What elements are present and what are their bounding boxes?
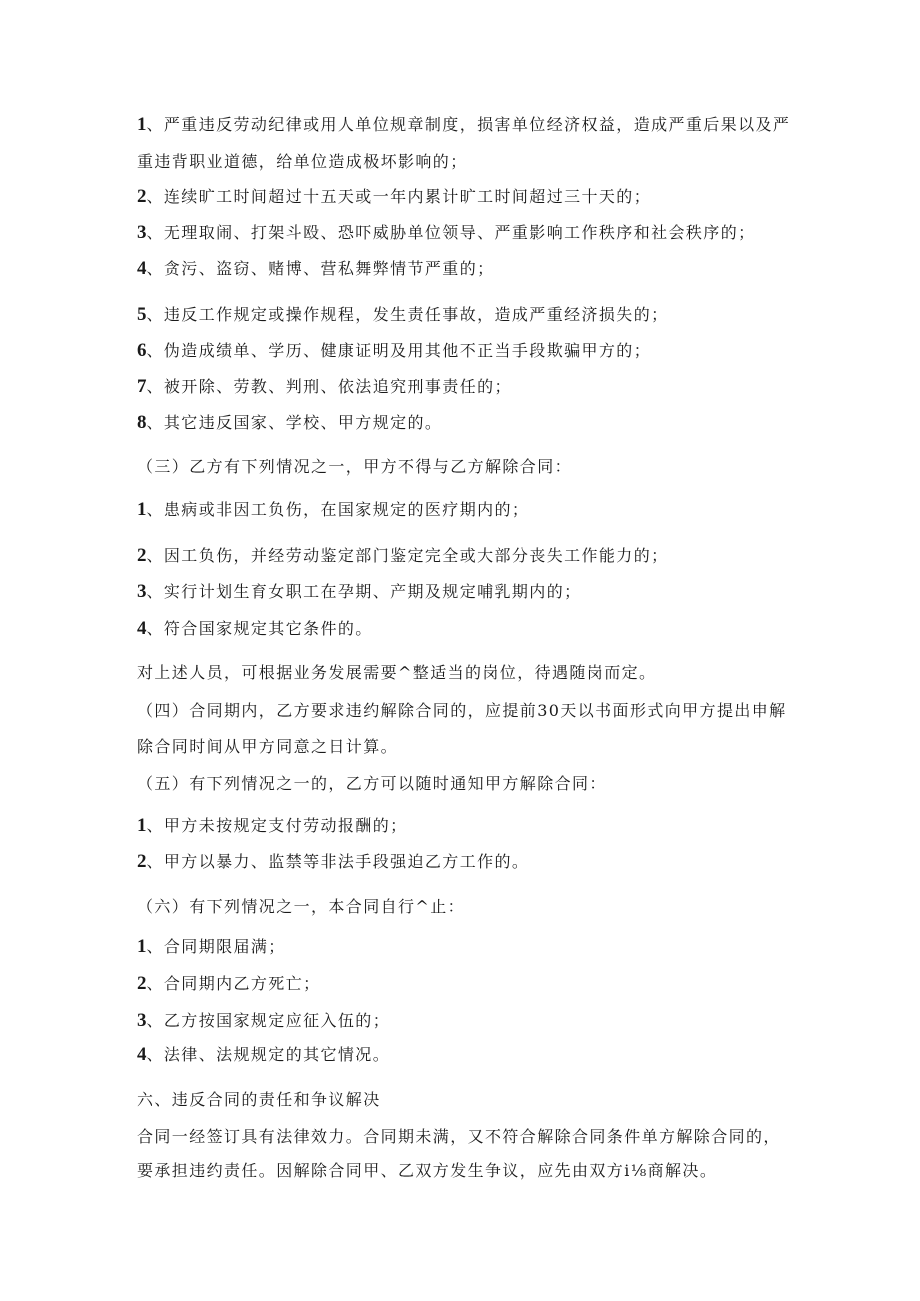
text-line: 1、甲方未按规定支付劳动报酬的； xyxy=(137,815,408,836)
list-number: 1 xyxy=(137,499,147,520)
list-number: 4 xyxy=(137,618,147,639)
list-number: 2 xyxy=(137,545,147,566)
list-number: 2 xyxy=(137,973,147,994)
text-line: （四）合同期内，乙方要求违约解除合同的，应提前30天以书面形式向甲方提出申解 xyxy=(137,701,787,720)
text-line: （五）有下列情况之一的，乙方可以随时通知甲方解除合同： xyxy=(137,774,607,793)
text-line: 2、因工负伤，并经劳动鉴定部门鉴定完全或大部分丧失工作能力的； xyxy=(137,545,669,566)
text-line: 对上述人员，可根据业务发展需要^整适当的岗位，待遇随岗而定。 xyxy=(137,663,657,682)
list-number: 3 xyxy=(137,1010,147,1031)
list-number: 6 xyxy=(137,340,147,361)
list-number: 3 xyxy=(137,581,147,602)
list-number: 8 xyxy=(137,412,147,433)
text-line: 2、甲方以暴力、监禁等非法手段强迫乙方工作的。 xyxy=(137,851,530,872)
text-line: 要承担违约责任。因解除合同甲、乙双方发生争议，应先由双方i⅛商解决。 xyxy=(137,1161,718,1180)
list-number: 2 xyxy=(137,186,147,207)
list-number: 7 xyxy=(137,376,147,397)
text-line: 8、其它违反国家、学校、甲方规定的。 xyxy=(137,412,443,433)
text-line: 合同一经签订具有法律效力。合同期未满，又不符合解除合同条件单方解除合同的， xyxy=(137,1127,781,1146)
text-line: 4、符合国家规定其它条件的。 xyxy=(137,618,373,639)
text-line: 六、违反合同的责任和争议解决 xyxy=(137,1090,381,1109)
text-line: 2、连续旷工时间超过十五天或一年内累计旷工时间超过三十天的； xyxy=(137,186,652,207)
list-number: 1 xyxy=(137,815,147,836)
text-line: 重违背职业道德，给单位造成极坏影响的； xyxy=(137,152,468,171)
text-line: 4、法律、法规规定的其它情况。 xyxy=(137,1044,391,1065)
text-line: 6、伪造成绩单、学历、健康证明及用其他不正当手段欺骗甲方的； xyxy=(137,340,652,361)
text-line: 5、违反工作规定或操作规程，发生责任事故，造成严重经济损失的； xyxy=(137,304,669,325)
text-line: 1、合同期限届满； xyxy=(137,936,286,957)
text-line: （六）有下列情况之一，本合同自行^止： xyxy=(137,897,466,916)
text-line: 2、合同期内乙方死亡； xyxy=(137,973,321,994)
list-number: 1 xyxy=(137,114,147,135)
text-line: 4、贪污、盗窃、赌博、营私舞弊情节严重的； xyxy=(137,258,495,279)
text-line: 3、实行计划生育女职工在孕期、产期及规定哺乳期内的； xyxy=(137,581,582,602)
text-line: （三）乙方有下列情况之一，甲方不得与乙方解除合同： xyxy=(137,457,573,476)
text-line: 3、无理取闹、打架斗殴、恐吓威胁单位领导、严重影响工作秩序和社会秩序的； xyxy=(137,222,756,243)
list-number: 1 xyxy=(137,936,147,957)
text-line: 7、被开除、劳教、判刑、依法追究刑事责任的； xyxy=(137,376,512,397)
text-line: 1、患病或非因工负伤，在国家规定的医疗期内的； xyxy=(137,499,530,520)
list-number: 2 xyxy=(137,851,147,872)
list-number: 3 xyxy=(137,222,147,243)
list-number: 5 xyxy=(137,304,147,325)
text-line: 除合同时间从甲方同意之日计算。 xyxy=(137,737,399,756)
text-line: 3、乙方按国家规定应征入伍的； xyxy=(137,1010,391,1031)
text-line: 1、严重违反劳动纪律或用人单位规章制度，损害单位经济权益，造成严重后果以及严 xyxy=(137,114,791,135)
list-number: 4 xyxy=(137,258,147,279)
list-number: 4 xyxy=(137,1044,147,1065)
